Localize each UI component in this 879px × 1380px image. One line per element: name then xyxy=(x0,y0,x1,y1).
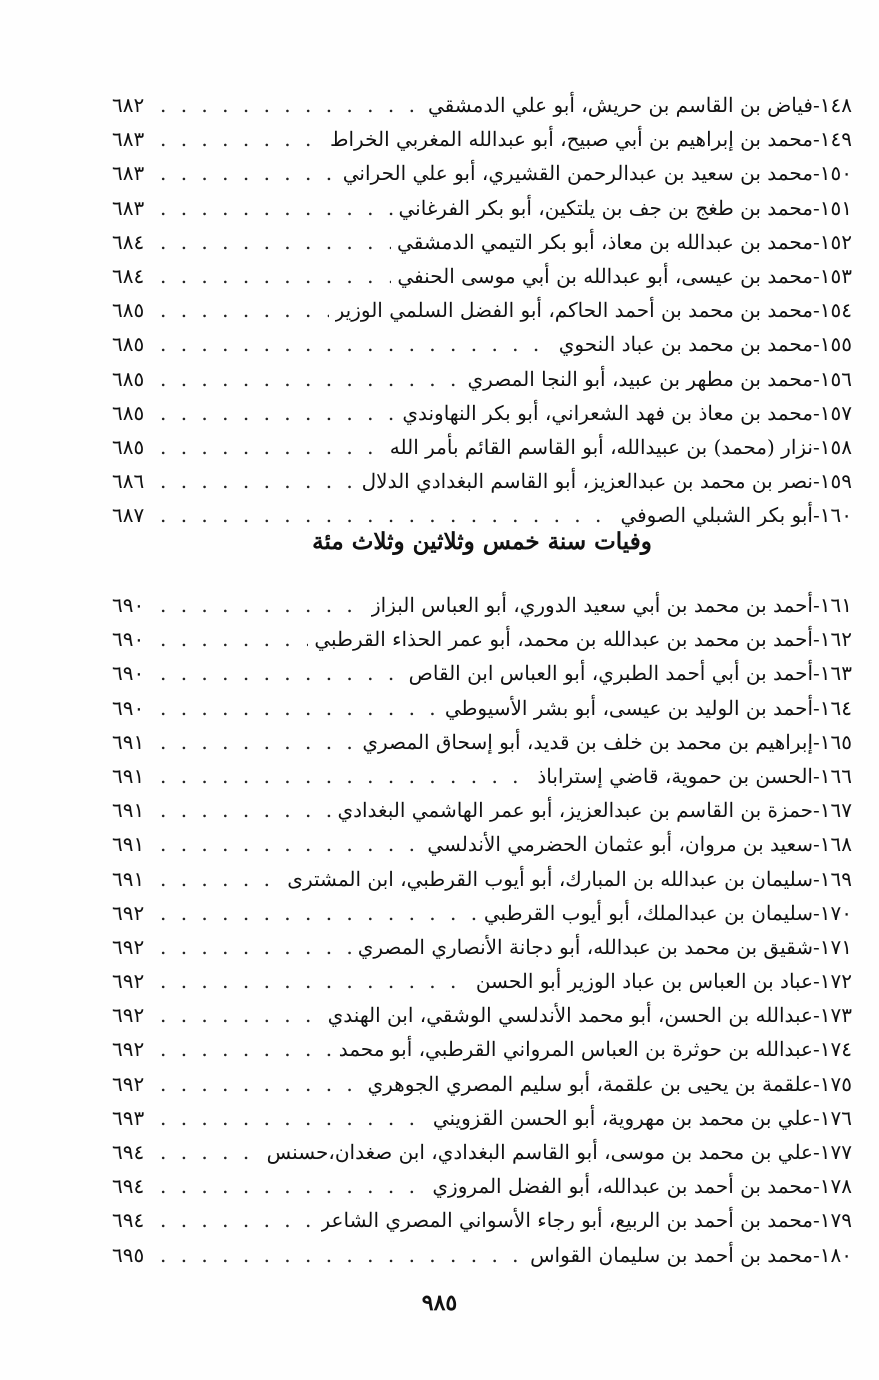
leader-dots xyxy=(160,1101,427,1135)
entry-page: ٦٩٤ xyxy=(112,1208,145,1233)
entry-title: إبراهيم بن محمد بن خلف بن قديد، أبو إسحاق المصري xyxy=(362,729,813,754)
toc-entry xyxy=(112,225,852,259)
entry-page: ٦٩١ xyxy=(112,729,145,754)
leader-dots xyxy=(160,225,391,259)
entry-number: ١٦٩- xyxy=(813,866,852,891)
entry-number: ١٧٣- xyxy=(813,1003,852,1028)
entry-number: ١٦٢- xyxy=(813,627,852,652)
toc-entry xyxy=(112,793,852,827)
toc-entry xyxy=(112,259,852,293)
entry-number: ١٧٧- xyxy=(813,1140,852,1164)
leader-dots xyxy=(160,1203,315,1237)
leader-dots xyxy=(160,759,531,793)
toc-entry xyxy=(112,964,852,998)
entry-number: ١٥٥- xyxy=(813,332,852,357)
entry-page: ٦٩٥ xyxy=(112,1242,145,1267)
entry-title: محمد بن طغج بن جف بن يلتكين، أبو بكر الفرغاني xyxy=(398,195,813,220)
toc-entry xyxy=(112,588,852,622)
entry-page: ٦٩٢ xyxy=(112,1003,145,1028)
entry-number: ١٦٧- xyxy=(813,798,852,823)
leader-dots xyxy=(160,293,329,327)
toc-entry xyxy=(112,691,852,725)
toc-entry xyxy=(112,1203,852,1237)
entry-title: نصر بن محمد بن عبدالعزيز، أبو القاسم البغدادي الدلال xyxy=(361,469,813,494)
leader-dots xyxy=(160,362,462,396)
entry-page: ٦٨٧ xyxy=(112,503,145,528)
toc-entry xyxy=(112,464,852,498)
entry-page: ٦٩١ xyxy=(112,798,145,823)
toc-entry xyxy=(112,1067,852,1101)
leader-dots xyxy=(160,156,337,190)
entry-number: ١٥٧- xyxy=(813,400,852,425)
leader-dots xyxy=(160,88,422,122)
entry-number: ١٥٩- xyxy=(813,469,852,494)
leader-dots xyxy=(160,827,421,861)
toc-entry xyxy=(112,430,852,464)
entry-title: أحمد بن محمد بن أبي سعيد الدوري، أبو العباس البزاز xyxy=(370,593,813,617)
entry-page: ٦٩١ xyxy=(112,763,145,788)
entry-title: محمد بن معاذ بن فهد الشعراني، أبو بكر النهاوندي xyxy=(402,400,813,425)
toc-entry xyxy=(112,930,852,964)
entry-page: ٦٩٤ xyxy=(112,1140,145,1164)
entry-page: ٦٩٠ xyxy=(112,627,145,652)
toc-entry xyxy=(112,1169,852,1203)
leader-dots xyxy=(160,327,553,361)
entry-title: محمد بن محمد بن أحمد الحاكم، أبو الفضل السلمي الوزير xyxy=(334,298,813,323)
toc-entry xyxy=(112,191,852,225)
entry-number: ١٧١- xyxy=(813,934,852,959)
section-heading: وفيات سنة خمس وثلاثين وثلاث مئة xyxy=(312,528,652,555)
toc-list-section-one xyxy=(112,88,852,532)
entry-number: ١٤٨- xyxy=(813,93,852,117)
leader-dots xyxy=(160,1067,361,1101)
entry-number: ١٧٥- xyxy=(813,1071,852,1096)
entry-page: ٦٨٥ xyxy=(112,434,145,459)
entry-title: عبدالله بن حوثرة بن العباس المرواني القرطبي، أبو محمد xyxy=(338,1037,813,1062)
entry-number: ١٦١- xyxy=(813,593,852,617)
entry-title: أبو بكر الشبلي الصوفي xyxy=(620,503,813,528)
entry-title: محمد بن إبراهيم بن أبي صبيح، أبو عبدالله المغربي الخراط xyxy=(330,127,813,152)
entry-number: ١٦٣- xyxy=(813,661,852,686)
entry-title: محمد بن عبدالله بن معاذ، أبو بكر التيمي الدمشقي xyxy=(397,229,813,254)
entry-page: ٦٩٠ xyxy=(112,593,145,617)
entry-number: ١٦٤- xyxy=(813,695,852,720)
entry-number: ١٦٨- xyxy=(813,832,852,857)
entry-number: ١٦٥- xyxy=(813,729,852,754)
toc-entry xyxy=(112,88,852,122)
entry-number: ١٧٠- xyxy=(813,900,852,925)
leader-dots xyxy=(160,656,403,690)
entry-title: محمد بن أحمد بن سليمان القواس xyxy=(530,1242,813,1267)
toc-entry xyxy=(112,862,852,896)
entry-number: ١٦٦- xyxy=(813,763,852,788)
toc-entry xyxy=(112,622,852,656)
leader-dots xyxy=(160,588,365,622)
toc-entry xyxy=(112,827,852,861)
toc-entry xyxy=(112,327,852,361)
toc-entry xyxy=(112,725,852,759)
entry-title: محمد بن أحمد بن الربيع، أبو رجاء الأسواني المصري الشاعر xyxy=(320,1208,813,1233)
leader-dots xyxy=(160,930,352,964)
entry-page: ٦٨٣ xyxy=(112,195,145,220)
entry-page: ٦٨٣ xyxy=(112,127,145,152)
entry-page: ٦٨٤ xyxy=(112,263,145,288)
entry-page: ٦٩٣ xyxy=(112,1105,145,1130)
entry-number: ١٥١- xyxy=(813,195,852,220)
entry-page: ٦٩٢ xyxy=(112,1071,145,1096)
leader-dots xyxy=(160,1135,261,1169)
toc-list-section-two xyxy=(112,588,852,1272)
entry-title: عبدالله بن الحسن، أبو محمد الأندلسي الوشقي، ابن الهندي xyxy=(327,1003,813,1028)
entry-number: ١٧٨- xyxy=(813,1174,852,1199)
entry-page: ٦٩٢ xyxy=(112,969,145,994)
entry-number: ١٧٢- xyxy=(813,969,852,994)
entry-title: محمد بن أحمد بن عبدالله، أبو الفضل المروزي xyxy=(432,1174,813,1199)
toc-entry xyxy=(112,156,852,190)
entry-title: سعيد بن مروان، أبو عثمان الحضرمي الأندلسي xyxy=(427,832,813,857)
leader-dots xyxy=(160,191,393,225)
entry-page: ٦٩١ xyxy=(112,866,145,891)
entry-title: محمد بن محمد بن عباد النحوي xyxy=(558,332,813,357)
entry-number: ١٥٨- xyxy=(813,434,852,459)
leader-dots xyxy=(160,622,308,656)
toc-entry xyxy=(112,1135,852,1169)
leader-dots xyxy=(160,862,281,896)
entry-number: ١٧٦- xyxy=(813,1105,852,1130)
entry-page: ٦٨٤ xyxy=(112,229,145,254)
toc-entry xyxy=(112,1238,852,1272)
entry-title: أحمد بن أبي أحمد الطبري، أبو العباس ابن القاص xyxy=(408,661,813,686)
entry-title: نزار (محمد) بن عبيدالله، أبو القاسم القائم بأمر الله xyxy=(389,434,813,459)
leader-dots xyxy=(160,1238,524,1272)
entry-number: ١٥٤- xyxy=(813,298,852,323)
entry-page: ٦٨٦ xyxy=(112,469,145,494)
entry-title: أحمد بن الوليد بن عيسى، أبو بشر الأسيوطي xyxy=(444,695,813,720)
leader-dots xyxy=(160,896,478,930)
entry-page: ٦٩٢ xyxy=(112,1037,145,1062)
entry-number: ١٥٠- xyxy=(813,161,852,186)
leader-dots xyxy=(160,430,384,464)
toc-entry xyxy=(112,396,852,430)
entry-title: سليمان بن عبدالله بن المبارك، أبو أيوب القرطبي، ابن المشترى xyxy=(287,866,813,891)
entry-number: ١٥٦- xyxy=(813,366,852,391)
entry-number: ١٨٠- xyxy=(813,1242,852,1267)
leader-dots xyxy=(160,793,331,827)
toc-entry xyxy=(112,362,852,396)
leader-dots xyxy=(160,964,470,998)
leader-dots xyxy=(160,1169,426,1203)
toc-entry xyxy=(112,1032,852,1066)
entry-page: ٦٨٥ xyxy=(112,400,145,425)
toc-entry xyxy=(112,122,852,156)
toc-entry xyxy=(112,1101,852,1135)
entry-title: علقمة بن يحيى بن علقمة، أبو سليم المصري الجوهري xyxy=(367,1071,813,1096)
leader-dots xyxy=(160,464,356,498)
entry-page: ٦٨٥ xyxy=(112,366,145,391)
entry-page: ٦٩٢ xyxy=(112,900,145,925)
entry-page: ٦٩١ xyxy=(112,832,145,857)
page-number: ٩٨٥ xyxy=(421,1290,458,1316)
entry-title: محمد بن مطهر بن عبيد، أبو النجا المصري xyxy=(467,366,813,391)
leader-dots xyxy=(160,122,324,156)
entry-number: ١٧٩- xyxy=(813,1208,852,1233)
entry-title: محمد بن عيسى، أبو عبدالله بن أبي موسى الحنفي xyxy=(397,263,813,288)
entry-number: ١٤٩- xyxy=(813,127,852,152)
toc-entry xyxy=(112,759,852,793)
entry-title: شقيق بن محمد بن عبدالله، أبو دجانة الأنصاري المصري xyxy=(357,934,813,959)
entry-page: ٦٩٤ xyxy=(112,1174,145,1199)
entry-page: ٦٩٢ xyxy=(112,934,145,959)
toc-entry xyxy=(112,293,852,327)
entry-title: علي بن محمد بن مهروية، أبو الحسن القزويني xyxy=(432,1105,813,1130)
toc-entry xyxy=(112,896,852,930)
entry-number: ١٦٠- xyxy=(813,503,852,528)
leader-dots xyxy=(160,725,356,759)
leader-dots xyxy=(160,998,322,1032)
entry-page: ٦٨٣ xyxy=(112,161,145,186)
entry-page: ٦٨٥ xyxy=(112,298,145,323)
entry-page: ٦٨٥ xyxy=(112,332,145,357)
leader-dots xyxy=(160,259,391,293)
entry-title: فياض بن القاسم بن حريش، أبو علي الدمشقي xyxy=(428,93,813,117)
toc-entry xyxy=(112,656,852,690)
entry-page: ٦٨٢ xyxy=(112,93,145,117)
entry-title: محمد بن سعيد بن عبدالرحمن القشيري، أبو علي الحراني xyxy=(342,161,813,186)
entry-title: سليمان بن عبدالملك، أبو أيوب القرطبي xyxy=(483,900,813,925)
entry-title: أحمد بن محمد بن عبدالله بن محمد، أبو عمر الحذاء القرطبي xyxy=(314,627,813,652)
entry-title: عباد بن العباس بن عباد الوزير أبو الحسن xyxy=(475,969,813,994)
leader-dots xyxy=(160,691,439,725)
entry-title: علي بن محمد بن موسى، أبو القاسم البغدادي، ابن صغدان،حسنس xyxy=(266,1140,813,1164)
entry-number: ١٧٤- xyxy=(813,1037,852,1062)
leader-dots xyxy=(160,396,396,430)
toc-entry xyxy=(112,998,852,1032)
leader-dots xyxy=(160,1032,333,1066)
entry-page: ٦٩٠ xyxy=(112,661,145,686)
entry-title: الحسن بن حموية، قاضي إستراباذ xyxy=(537,763,813,788)
entry-page: ٦٩٠ xyxy=(112,695,145,720)
entry-number: ١٥٣- xyxy=(813,263,852,288)
entry-number: ١٥٢- xyxy=(813,229,852,254)
entry-title: حمزة بن القاسم بن عبدالعزيز، أبو عمر الهاشمي البغدادي xyxy=(337,798,813,823)
